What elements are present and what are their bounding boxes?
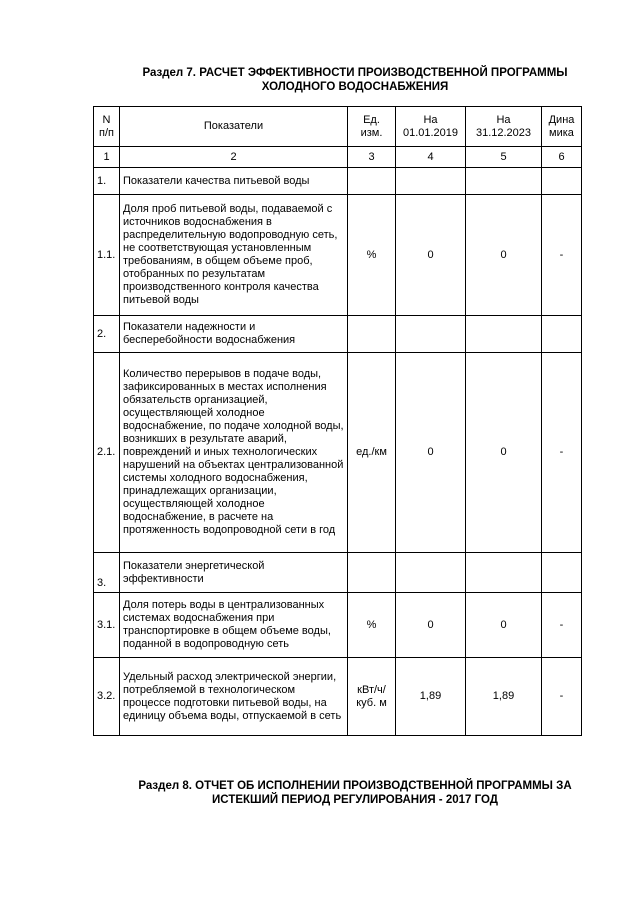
- row-indicator: Показатели надежности и бесперебойности водоснабжения: [120, 316, 348, 353]
- row-start: 0: [396, 353, 466, 553]
- row-unit: %: [348, 195, 396, 316]
- column-number: 5: [466, 147, 542, 168]
- row-num: 2.1.: [94, 353, 120, 553]
- row-end: 0: [466, 195, 542, 316]
- header-row: [94, 107, 582, 147]
- row-end: 0: [466, 593, 542, 658]
- row-start: [396, 316, 466, 353]
- efficiency-table: [93, 106, 582, 736]
- row-start: [396, 553, 466, 593]
- row-indicator: Показатели энергетической эффективности: [120, 553, 348, 593]
- row-start: 1,89: [396, 658, 466, 736]
- row-indicator: Показатели качества питьевой воды: [120, 168, 348, 195]
- header-unit: Ед. изм.: [348, 107, 396, 147]
- table-row: [94, 553, 582, 593]
- row-start: [396, 168, 466, 195]
- section-8-heading-line1: Раздел 8. ОТЧЕТ ОБ ИСПОЛНЕНИИ ПРОИЗВОДСТВЕННОЙ ПРОГРАММЫ ЗА: [138, 780, 572, 792]
- row-indicator: Удельный расход электрической энергии, потребляемой в технологическом процессе подготовки питьевой воды, на единицу объема воды, отпускаемой в сеть: [120, 658, 348, 736]
- section-8-heading: [90, 779, 620, 807]
- row-dynamics: [542, 168, 582, 195]
- row-num: 1.1.: [94, 195, 120, 316]
- column-number: 1: [94, 147, 120, 168]
- header-num: N п/п: [94, 107, 120, 147]
- row-indicator: Доля потерь воды в централизованных системах водоснабжения при транспортировке в общем объеме воды, поданной в водопроводную сеть: [120, 593, 348, 658]
- row-end: [466, 168, 542, 195]
- row-dynamics: [542, 553, 582, 593]
- table-row: [94, 195, 582, 316]
- table-row: [94, 593, 582, 658]
- row-dynamics: -: [542, 593, 582, 658]
- section-8-heading-line2: ИСТЕКШИЙ ПЕРИОД РЕГУЛИРОВАНИЯ - 2017 ГОД: [212, 794, 498, 806]
- row-num: 3.2.: [94, 658, 120, 736]
- header-start: На 01.01.2019: [396, 107, 466, 147]
- row-unit: [348, 168, 396, 195]
- row-dynamics: -: [542, 195, 582, 316]
- table-row: [94, 168, 582, 195]
- row-end: [466, 553, 542, 593]
- table-row: [94, 353, 582, 553]
- row-unit: %: [348, 593, 396, 658]
- row-indicator: Доля проб питьевой воды, подаваемой с источников водоснабжения в распределительную водопроводную сеть, не соответствующая установленным требованиям, в общем объеме проб, отобранных по результатам производственного контроля качества питьевой воды: [120, 195, 348, 316]
- row-dynamics: [542, 316, 582, 353]
- row-num: 2.: [94, 316, 120, 353]
- row-end: [466, 316, 542, 353]
- column-number: 3: [348, 147, 396, 168]
- column-numbers-row: [94, 147, 582, 168]
- row-end: 0: [466, 353, 542, 553]
- row-indicator: Количество перерывов в подаче воды, зафиксированных в местах исполнения обязательств организацией, осуществляющей холодное водоснабжение, по подаче холодной воды, возникших в результате аварий, повреждений и иных технологических нарушений на объектах централизованной системы холодного водоснабжения, принадлежащих организации, осуществляющей холодное водоснабжение, в расчете на протяженность водопроводной сети в год: [120, 353, 348, 553]
- row-num: 1.: [94, 168, 120, 195]
- row-unit: [348, 553, 396, 593]
- row-dynamics: -: [542, 353, 582, 553]
- column-number: 4: [396, 147, 466, 168]
- section-7-heading-line2: ХОЛОДНОГО ВОДОСНАБЖЕНИЯ: [261, 81, 449, 93]
- column-number: 2: [120, 147, 348, 168]
- row-start: 0: [396, 593, 466, 658]
- row-end: 1,89: [466, 658, 542, 736]
- row-unit: [348, 316, 396, 353]
- row-unit: ед./км: [348, 353, 396, 553]
- section-7-heading-line1: Раздел 7. РАСЧЕТ ЭФФЕКТИВНОСТИ ПРОИЗВОДСТВЕННОЙ ПРОГРАММЫ: [142, 67, 568, 79]
- row-num: 3.: [94, 553, 120, 593]
- header-end: На 31.12.2023: [466, 107, 542, 147]
- table-row: [94, 316, 582, 353]
- header-indicator: Показатели: [120, 107, 348, 147]
- header-dynamics: Дина мика: [542, 107, 582, 147]
- column-number: 6: [542, 147, 582, 168]
- section-7-heading: [90, 66, 620, 94]
- row-num: 3.1.: [94, 593, 120, 658]
- row-unit: кВт/ч/куб. м: [348, 658, 396, 736]
- table-row: [94, 658, 582, 736]
- row-start: 0: [396, 195, 466, 316]
- row-dynamics: -: [542, 658, 582, 736]
